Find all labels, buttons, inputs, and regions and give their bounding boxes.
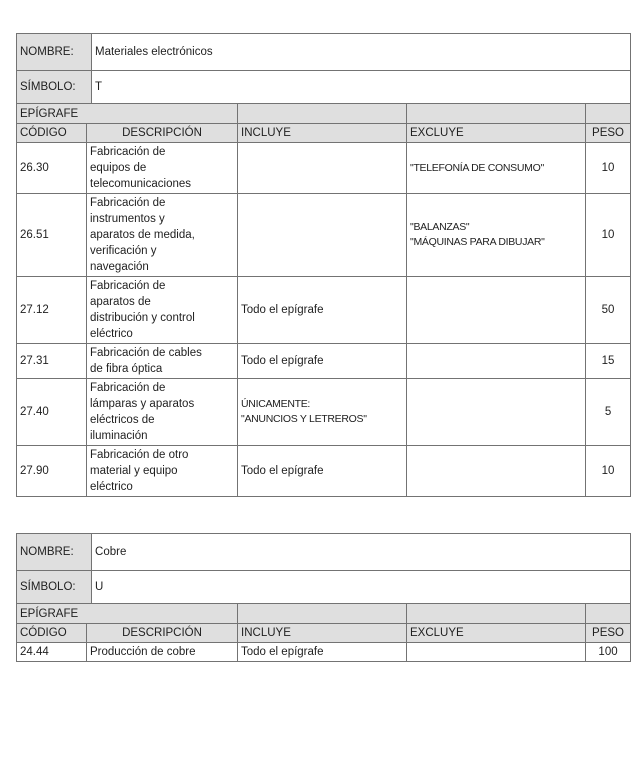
simbolo-value: T	[92, 71, 631, 104]
column-header-descripcion: DESCRIPCIÓN	[87, 124, 238, 143]
cell-line: de fibra óptica	[90, 363, 163, 375]
epigrafe-spacer-excluye	[407, 604, 586, 624]
cell-line: equipos de	[90, 162, 147, 174]
cell-line: Todo el epígrafe	[241, 645, 324, 658]
table-row	[17, 194, 631, 277]
nombre-value: Cobre	[92, 534, 631, 571]
cell-line: distribución y control	[90, 312, 195, 324]
cell-line: eléctrico	[90, 481, 133, 493]
codigo-cell: 27.40	[17, 379, 87, 446]
cell-line: verificación y	[90, 245, 157, 257]
cell-line: eléctrico	[90, 328, 133, 340]
descripcion-cell	[87, 379, 238, 446]
table-row	[17, 446, 631, 497]
cell-line: Fabricación de	[90, 146, 166, 158]
cell-line: "ANUNCIOS Y LETREROS"	[241, 413, 367, 425]
column-header-descripcion: DESCRIPCIÓN	[87, 624, 238, 643]
incluye-cell	[238, 194, 407, 277]
peso-cell: 100	[586, 643, 631, 662]
cell-line: Fabricación de	[90, 382, 166, 394]
cell-line: lámparas y aparatos	[90, 398, 195, 410]
classification-table	[16, 33, 631, 497]
classification-table	[16, 533, 631, 662]
column-header-excluye: EXCLUYE	[407, 124, 586, 143]
nombre-row	[17, 534, 631, 571]
simbolo-row	[17, 571, 631, 604]
incluye-cell	[238, 379, 407, 446]
table-row	[17, 344, 631, 379]
excluye-cell	[407, 446, 586, 497]
peso-cell: 10	[586, 446, 631, 497]
simbolo-label: SÍMBOLO:	[17, 571, 92, 604]
cell-line: Todo el epígrafe	[241, 354, 324, 367]
cell-line: ÚNICAMENTE:	[241, 398, 311, 410]
cell-line: "TELEFONÍA DE CONSUMO"	[410, 161, 544, 174]
epigrafe-spacer-peso	[586, 604, 631, 624]
column-header-incluye: INCLUYE	[238, 624, 407, 643]
cell-line: Todo el epígrafe	[241, 303, 324, 316]
epigrafe-header: EPÍGRAFE	[17, 604, 238, 624]
descripcion-cell	[87, 446, 238, 497]
excluye-cell	[407, 194, 586, 277]
column-header-row	[17, 124, 631, 143]
cell-line: Producción de cobre	[90, 646, 196, 658]
epigrafe-spacer-peso	[586, 104, 631, 124]
simbolo-label: SÍMBOLO:	[17, 71, 92, 104]
cell-line: telecomunicaciones	[90, 178, 192, 190]
incluye-cell	[238, 643, 407, 662]
peso-cell: 15	[586, 344, 631, 379]
column-header-codigo: CÓDIGO	[17, 124, 87, 143]
cell-line: eléctricos de	[90, 414, 155, 426]
incluye-cell	[238, 446, 407, 497]
nombre-label: NOMBRE:	[17, 534, 92, 571]
table-row	[17, 277, 631, 344]
classification-tables	[0, 33, 642, 662]
cell-line: material y equipo	[90, 465, 178, 477]
cell-line: aparatos de medida,	[90, 229, 195, 241]
epigrafe-row	[17, 604, 631, 624]
cell-line: aparatos de	[90, 296, 151, 308]
codigo-cell: 27.12	[17, 277, 87, 344]
codigo-cell: 26.30	[17, 143, 87, 194]
epigrafe-row	[17, 104, 631, 124]
excluye-cell	[407, 379, 586, 446]
column-header-peso: PESO	[586, 124, 631, 143]
cell-line: Fabricación de	[90, 280, 166, 292]
column-header-incluye: INCLUYE	[238, 124, 407, 143]
nombre-label: NOMBRE:	[17, 34, 92, 71]
incluye-cell	[238, 277, 407, 344]
epigrafe-spacer-incluye	[238, 104, 407, 124]
table-row	[17, 643, 631, 662]
simbolo-row	[17, 71, 631, 104]
peso-cell: 50	[586, 277, 631, 344]
cell-line: Todo el epígrafe	[241, 464, 324, 477]
cell-line: instrumentos y	[90, 213, 165, 225]
cell-line: Fabricación de cables	[90, 347, 202, 359]
incluye-cell	[238, 143, 407, 194]
table-row	[17, 379, 631, 446]
column-header-row	[17, 624, 631, 643]
column-header-peso: PESO	[586, 624, 631, 643]
excluye-cell	[407, 643, 586, 662]
descripcion-cell	[87, 643, 238, 662]
excluye-cell	[407, 277, 586, 344]
descripcion-cell	[87, 143, 238, 194]
epigrafe-header: EPÍGRAFE	[17, 104, 238, 124]
peso-cell: 10	[586, 143, 631, 194]
cell-line: Fabricación de otro	[90, 449, 189, 461]
column-header-codigo: CÓDIGO	[17, 624, 87, 643]
column-header-excluye: EXCLUYE	[407, 624, 586, 643]
codigo-cell: 24.44	[17, 643, 87, 662]
table-body	[17, 143, 631, 497]
codigo-cell: 27.90	[17, 446, 87, 497]
peso-cell: 10	[586, 194, 631, 277]
table-body	[17, 643, 631, 662]
cell-line: "MÁQUINAS PARA DIBUJAR"	[410, 236, 545, 248]
cell-line: "BALANZAS"	[410, 221, 470, 233]
codigo-cell: 26.51	[17, 194, 87, 277]
incluye-cell	[238, 344, 407, 379]
descripcion-cell	[87, 344, 238, 379]
table-row	[17, 143, 631, 194]
peso-cell: 5	[586, 379, 631, 446]
nombre-row	[17, 34, 631, 71]
epigrafe-spacer-excluye	[407, 104, 586, 124]
descripcion-cell	[87, 277, 238, 344]
excluye-cell	[407, 344, 586, 379]
descripcion-cell	[87, 194, 238, 277]
codigo-cell: 27.31	[17, 344, 87, 379]
simbolo-value: U	[92, 571, 631, 604]
cell-line: iluminación	[90, 430, 148, 442]
nombre-value: Materiales electrónicos	[92, 34, 631, 71]
cell-line: navegación	[90, 261, 149, 273]
excluye-cell	[407, 143, 586, 194]
cell-line: Fabricación de	[90, 197, 166, 209]
epigrafe-spacer-incluye	[238, 604, 407, 624]
